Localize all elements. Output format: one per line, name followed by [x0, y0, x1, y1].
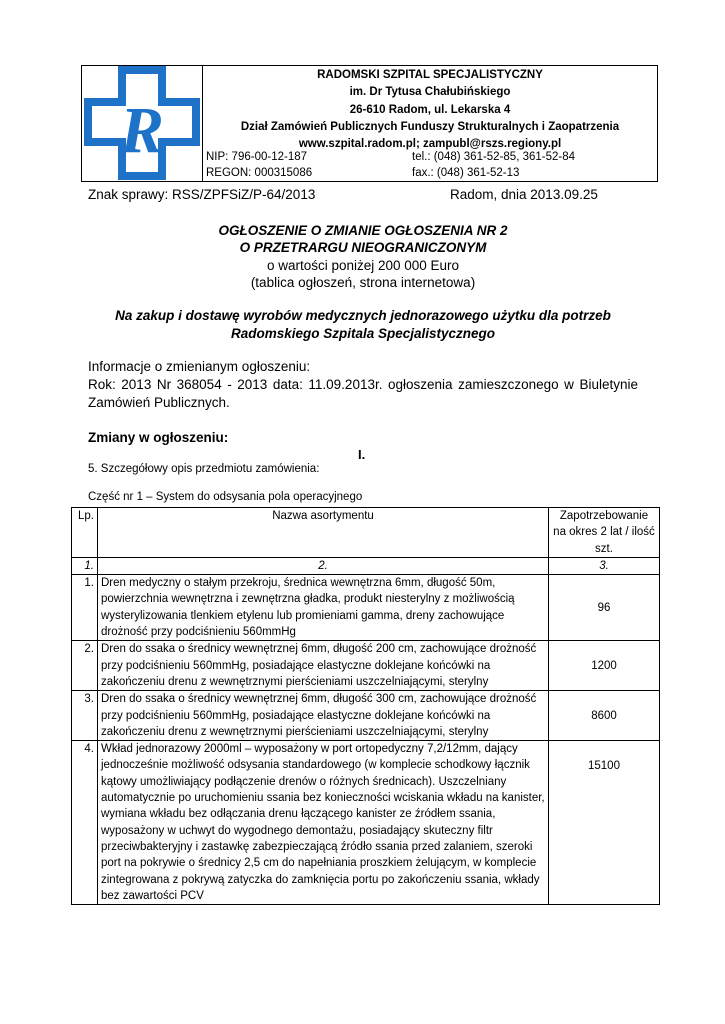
hospital-address: 26-610 Radom, ul. Lekarska 4 [349, 103, 511, 116]
changes-heading: Zmiany w ogłoszeniu: [88, 430, 229, 445]
assortment-table [71, 507, 660, 905]
place-date: Radom, dnia 2013.09.25 [450, 187, 598, 202]
table-row [72, 691, 660, 741]
subject-line-2: Radomskiego Szpitala Specjalistycznego [230, 326, 496, 341]
hospital-patron: im. Dr Tytusa Chałubińskiego [349, 86, 511, 99]
telephone: tel.: (048) 361-52-85, 361-52-84 [412, 151, 576, 163]
row-quantity: 1200 [549, 641, 660, 691]
subject-line-1: Na zakup i dostawę wyrobów medycznych jednorazowego użytku dla potrzeb [115, 308, 611, 323]
row-lp: 2. [72, 641, 98, 691]
notice-subtitle-line-1: o wartości poniżej 200 000 Euro [266, 258, 460, 273]
case-number: Znak sprawy: RSS/ZPFSiZ/P-64/2013 [88, 187, 316, 202]
hospital-name: RADOMSKI SZPITAL SPECJALISTYCZNY [317, 69, 543, 81]
header-lp: Lp. [72, 508, 98, 558]
fax: fax.: (048) 361-52-13 [412, 167, 520, 179]
table-row [72, 575, 660, 641]
website-email: www.szpital.radom.pl; zampubl@rszs.regiony.pl [298, 138, 562, 151]
row-lp: 3. [72, 691, 98, 741]
row-quantity: 15100 [549, 741, 660, 905]
regon: REGON: 000315086 [206, 167, 313, 179]
table-index-row [72, 557, 660, 574]
part-label: Część nr 1 – System do odsysania pola operacyjnego [88, 491, 363, 503]
table-row [72, 641, 660, 691]
header-quantity: Zapotrzebowanie na okres 2 lat / ilość szt. [549, 508, 660, 558]
row-quantity: 96 [549, 575, 660, 641]
row-quantity: 8600 [549, 691, 660, 741]
header-name: Nazwa asortymentu [98, 508, 549, 558]
row-name: Dren do ssaka o średnicy wewnętrznej 6mm, długość 300 cm, zachowujące drożność przy podciśnieniu 560mmHg, posiadające elastyczne doklejane końcówki na zakończeniu drenu z wewnętrznymi pierścieniami uszczelniającymi, sterylny [98, 691, 549, 741]
info-heading: Informacje o zmienianym ogłoszeniu: [88, 359, 311, 374]
row-name: Dren medyczny o stałym przekroju, średnica wewnętrzna 6mm, długość 50m, powierzchnia wewnętrzna i zewnętrzna gładka, produkt niesterylny z możliwością wysterylizowania tlenkiem etylenu lub promieniami gamma, dreny zachowujące drożność przy podciśnieniu 560mmHg [98, 575, 549, 641]
index-2: 2. [98, 557, 549, 574]
section-numeral: I. [358, 447, 366, 462]
index-3: 3. [549, 557, 660, 574]
svg-text:R: R [119, 94, 165, 167]
hospital-name-block [203, 66, 657, 153]
row-lp: 4. [72, 741, 98, 905]
notice-subtitle-line-2: (tablica ogłoszeń, strona internetowa) [250, 275, 476, 290]
row-lp: 1. [72, 575, 98, 641]
row-name: Wkład jednorazowy 2000ml – wyposażony w port ortopedyczny 7,2/12mm, dający jednocześnie możliwość odsysania standardowego (w komplecie schodkowy łącznik kątowy umożliwiający podłączenie drenów o różnych średnicach). Uszczelniany automatycznie po uruchomieniu ssania bez konieczności wciskania wkładu na kanister, wymiana wkładu bez odłączania drenu łączącego kanister ze źródłem ssania, wyposażony w uchwyt do wygodnego demontażu, posiadający skuteczny filtr przeciwbakteryjny i zastawkę zabezpieczającą źródło ssania przed zalaniem, szeroki port na pokrywie o średnicy 2,5 cm do napełniania proszkiem żelującym, w komplecie zintegrowana z pokrywą zatyczka do zamknięcia portu po zakończeniu ssania, wkłady bez zawartości PCV [98, 741, 549, 905]
info-text: Rok: 2013 Nr 368054 - 2013 data: 11.09.2013r. ogłoszenia zamieszczonego w Biuletynie Zamówień Publicznych. [88, 377, 638, 410]
table-row [72, 741, 660, 905]
hospital-cross-logo-icon [82, 66, 202, 181]
index-1: 1. [72, 557, 98, 574]
table-header-row [72, 508, 660, 558]
hospital-logo-cell [82, 66, 203, 181]
letterhead [81, 65, 658, 182]
item-5-label: 5. Szczegółowy opis przedmiotu zamówienia: [88, 463, 320, 475]
department-name: Dział Zamówień Publicznych Funduszy Strukturalnych i Zaopatrzenia [240, 120, 620, 133]
notice-title-line-2: O PRZETRARGU NIEOGRANICZONYM [239, 240, 487, 255]
notice-title-line-1: OGŁOSZENIE O ZMIANIE OGŁOSZENIA NR 2 [218, 223, 508, 238]
row-name: Dren do ssaka o średnicy wewnętrznej 6mm, długość 200 cm, zachowujące drożność przy podciśnieniu 560mmHg, posiadające elastyczne doklejane końcówki na zakończeniu drenu z wewnętrznymi pierścieniami uszczelniającymi, sterylny [98, 641, 549, 691]
nip: NIP: 796-00-12-187 [206, 151, 308, 163]
